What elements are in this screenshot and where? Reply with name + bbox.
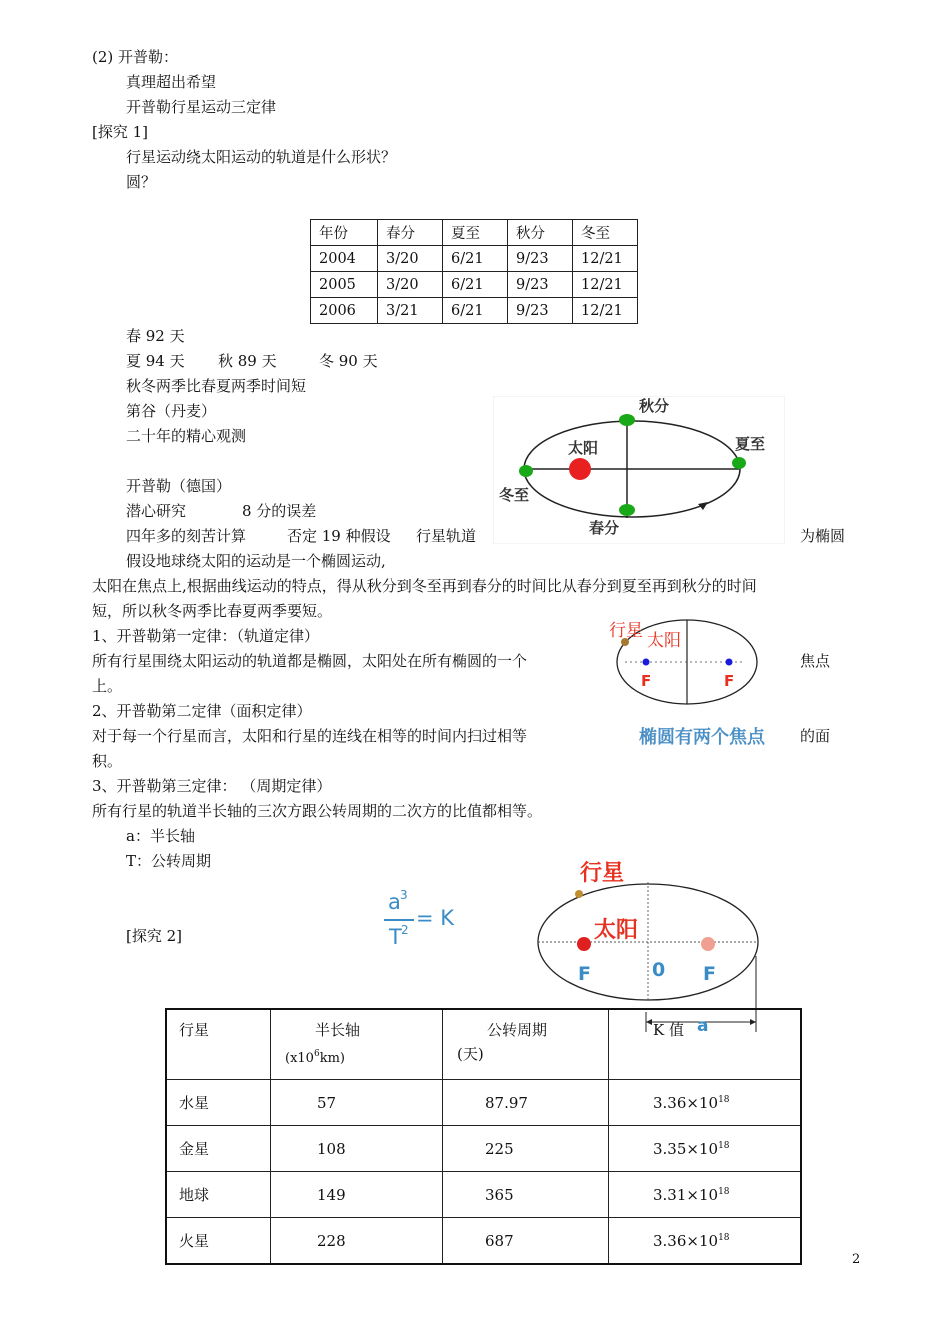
section-heading: (2) 开普勒： [92,48,179,66]
planet-name: 地球 [166,1172,271,1218]
planet-name: 水星 [166,1080,271,1126]
t-definition: T：公转周期 [126,852,212,870]
semi-major-axis: 149 [271,1172,443,1218]
motto: 真理超出希望 [126,73,217,91]
orbital-period: 365 [443,1172,609,1218]
law2-title: 2、开普勒第二定律（面积定律） [92,702,312,720]
page-number: 2 [852,1252,861,1267]
kepler-ellipse: 为椭圆 [800,527,846,545]
law3-title: 3、开普勒第三定律： （周期定律） [92,777,332,795]
table-cell: 9/23 [508,298,573,324]
header-cell: 秋分 [508,220,573,246]
header-axis-title: 半长轴 [315,1021,361,1039]
orbital-period: 87.97 [443,1080,609,1126]
kepler-study: 潜心研究 [126,502,187,520]
table-cell: 9/23 [508,272,573,298]
laws-subtitle: 开普勒行星运动三定律 [126,98,277,116]
semi-major-axis: 108 [271,1126,443,1172]
k-value [609,1218,802,1265]
table-header-row [166,1009,801,1080]
header-cell: 夏至 [443,220,508,246]
table-header-row [311,220,638,246]
winter-days: 冬 90 天 [319,352,378,370]
table-cell: 2004 [311,246,378,272]
explanation-line1: 假设地球绕太阳的运动是一个椭圆运动, [126,552,386,570]
table-cell: 12/21 [573,272,638,298]
origin-label: 0 [652,959,666,981]
sun-label: 太阳 [647,631,681,651]
formula-denominator: T [389,925,402,949]
formula-numerator: a [388,890,401,914]
table-cell: 3/20 [378,272,443,298]
unit-exponent: 6 [313,1049,320,1059]
semi-major-label: a [697,1016,709,1036]
focus-label-right: F [724,672,735,690]
header-k-title: K 值 [653,1021,684,1039]
explanation-line2: 太阳在焦点上,根据曲线运动的特点，得从秋分到冬至再到春分的时间比从春分到夏至再到秋分的时间 [92,577,757,595]
k-mantissa: 3.36×10 [653,1093,719,1112]
kepler-orbit: 行星轨道 [416,527,477,545]
unit-prefix: (x10 [285,1051,314,1066]
tycho-name: 第谷（丹麦） [126,402,217,420]
table-cell: 2006 [311,298,378,324]
summer-point [732,457,746,469]
table-cell: 12/21 [573,246,638,272]
header-period-unit: (天) [457,1045,484,1063]
law2-text-tail: 积。 [92,752,123,770]
law2-text: 对于每一个行星而言，太阳和行星的连线在相等的时间内扫过相等 [92,727,528,745]
table-cell: 3/20 [378,246,443,272]
law2-text-end: 的面 [800,727,831,745]
formula-denominator-exponent: 2 [401,923,409,937]
focus-label-right: F [703,963,716,985]
table-row [311,272,638,298]
spring-days: 春 92 天 [126,327,185,345]
planet-label: 行星 [580,861,625,886]
sun-marker [577,937,591,951]
law1-text-end: 焦点 [800,652,831,670]
header-semi-major-axis [271,1009,443,1080]
season-table [310,219,638,324]
table-row [166,1172,801,1218]
header-cell: 年份 [311,220,378,246]
orbital-period: 687 [443,1218,609,1265]
season-conclusion: 秋冬两季比春夏两季时间短 [126,377,307,395]
planet-name: 火星 [166,1218,271,1265]
winter-point [519,465,533,477]
winter-label: 冬至 [499,486,530,504]
explore1-guess: 圆？ [126,173,157,191]
table-row [166,1080,801,1126]
table-cell: 3/21 [378,298,443,324]
fraction-bar [384,919,414,921]
header-cell: 冬至 [573,220,638,246]
sun-marker [569,458,591,480]
table-cell: 6/21 [443,246,508,272]
empty-focus-marker [701,937,715,951]
law1-text-tail: 上。 [92,677,123,695]
orbit-diagram [493,396,785,544]
focus-label-left: F [578,963,591,985]
table-cell: 9/23 [508,246,573,272]
table-row [166,1218,801,1265]
autumn-point [619,414,635,426]
kepler-third-law-formula [382,888,462,968]
table-row [311,298,638,324]
table-cell: 2005 [311,272,378,298]
focus-caption: 椭圆有两个焦点 [639,727,765,748]
explore1-label: [探究 1] [92,123,149,141]
k-exponent: 18 [718,1186,730,1197]
semi-major-axis: 228 [271,1218,443,1265]
formula-rhs: = K [416,906,455,930]
header-planet: 行星 [166,1009,271,1080]
diagram-frame [493,396,785,544]
summer-label: 夏至 [735,435,766,453]
k-exponent: 18 [718,1232,730,1243]
law1-title: 1、开普勒第一定律：（轨道定律） [92,627,320,645]
table-row [166,1126,801,1172]
tycho-work: 二十年的精心观测 [126,427,247,445]
formula-numerator-exponent: 3 [400,888,408,902]
summer-days: 夏 94 天 [126,352,185,370]
planet-marker [575,890,583,898]
a-definition: a：半长轴 [126,827,195,845]
header-period [443,1009,609,1080]
table-cell: 6/21 [443,298,508,324]
autumn-label: 秋分 [639,397,670,415]
focus-point-left [643,659,650,666]
explore1-question: 行星运动绕太阳运动的轨道是什么形状？ [126,148,397,166]
focus-diagram [605,614,785,754]
law3-text: 所有行星的轨道半长轴的三次方跟公转周期的二次方的比值都相等。 [92,802,543,820]
unit-suffix: km) [319,1051,345,1066]
k-value [609,1080,802,1126]
planet-table [165,1008,802,1265]
k-value [609,1126,802,1172]
k-mantissa: 3.31×10 [653,1185,719,1204]
law1-text: 所有行星围绕太阳运动的轨道都是椭圆，太阳处在所有椭圆的一个 [92,652,528,670]
planet-name: 金星 [166,1126,271,1172]
kepler-hypotheses: 否定 19 种假设 [287,527,391,545]
planet-label: 行星 [609,621,643,641]
kepler-name: 开普勒（德国） [126,477,232,495]
k-value [609,1172,802,1218]
k-exponent: 18 [718,1094,730,1105]
k-mantissa: 3.36×10 [653,1231,719,1250]
sun-label: 太阳 [568,439,599,457]
sun-label: 太阳 [594,918,639,943]
explanation-line3: 短，所以秋冬两季比春夏两季要短。 [92,602,333,620]
header-axis-unit [285,1042,441,1071]
focus-point-right [726,659,733,666]
explore2-label: [探究 2] [126,927,183,945]
kepler-calc: 四年多的刻苦计算 [126,527,247,545]
table-row [311,246,638,272]
k-exponent: 18 [718,1140,730,1151]
header-period-title: 公转周期 [487,1021,548,1039]
orbital-period: 225 [443,1126,609,1172]
semi-major-axis: 57 [271,1080,443,1126]
autumn-days: 秋 89 天 [218,352,277,370]
header-cell: 春分 [378,220,443,246]
k-mantissa: 3.35×10 [653,1139,719,1158]
table-cell: 12/21 [573,298,638,324]
spring-label: 春分 [589,519,620,537]
kepler-error: 8 分的误差 [242,502,317,520]
table-cell: 6/21 [443,272,508,298]
spring-point [619,504,635,516]
header-k-value [609,1009,802,1080]
focus-label-left: F [641,672,652,690]
